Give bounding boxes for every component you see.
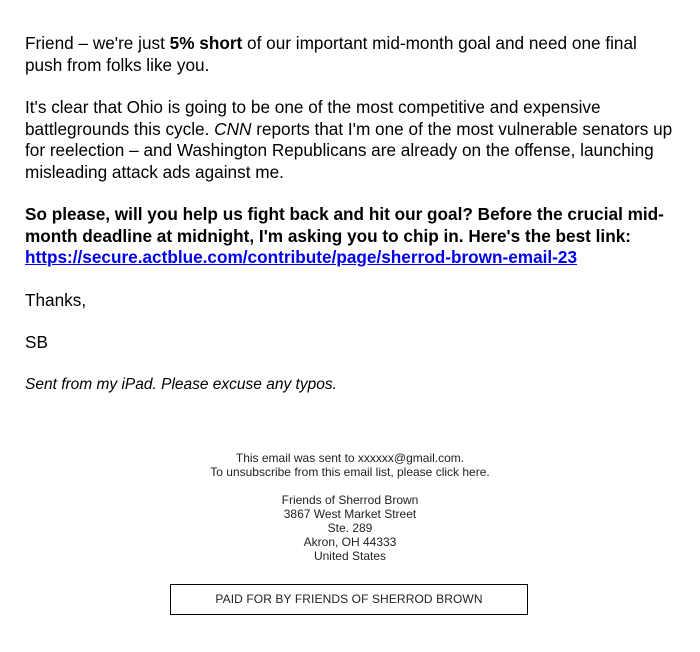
unsubscribe-line[interactable]: To unsubscribe from this email list, please click here. <box>210 465 490 479</box>
news-source: CNN <box>214 118 252 139</box>
address-line: United States <box>313 549 387 563</box>
footer-address <box>0 493 700 563</box>
paid-for-disclaimer: PAID FOR BY FRIENDS OF SHERROD BROWN <box>170 584 528 615</box>
ask-text: So please, will you help us fight back and hit our goal? Before the crucial mid-month deadline at midnight, I'm asking you to chip in. Here's the best link: <box>25 204 664 246</box>
signature: SB <box>25 332 48 352</box>
address-line: Friends of Sherrod Brown <box>281 493 419 507</box>
paragraph-ask <box>25 204 675 269</box>
paragraph-intro <box>25 33 675 76</box>
battleground-text-start: It's clear that Ohio is going to be one of the most competitive and expensive battlegrounds this cycle. <box>25 97 601 139</box>
intro-emphasis: 5% short <box>169 33 243 53</box>
battleground-text-end: reports that I'm one of the most vulnerable senators up for reelection – and Washington Republicans are already on the offense, launching misleading attack ads against me. <box>25 118 673 182</box>
sent-from-note: Sent from my iPad. Please excuse any typos. <box>25 375 337 393</box>
intro-text-end: of our important mid-month goal and need one final push from folks like you. <box>25 33 637 75</box>
paragraph-battleground <box>25 97 675 183</box>
email-body <box>25 33 675 416</box>
address-line: Akron, OH 44333 <box>303 535 397 549</box>
closing-thanks: Thanks, <box>25 289 87 310</box>
footer-notice <box>0 451 700 479</box>
address-line: Ste. 289 <box>327 521 373 535</box>
donate-link[interactable]: https://secure.actblue.com/contribute/page/sherrod-brown-email-23 <box>25 247 578 267</box>
intro-text-start: Friend – we're just <box>25 33 170 53</box>
email-footer <box>0 451 700 577</box>
sent-to-line: This email was sent to xxxxxx@gmail.com. <box>235 451 465 465</box>
address-line: 3867 West Market Street <box>283 507 417 521</box>
